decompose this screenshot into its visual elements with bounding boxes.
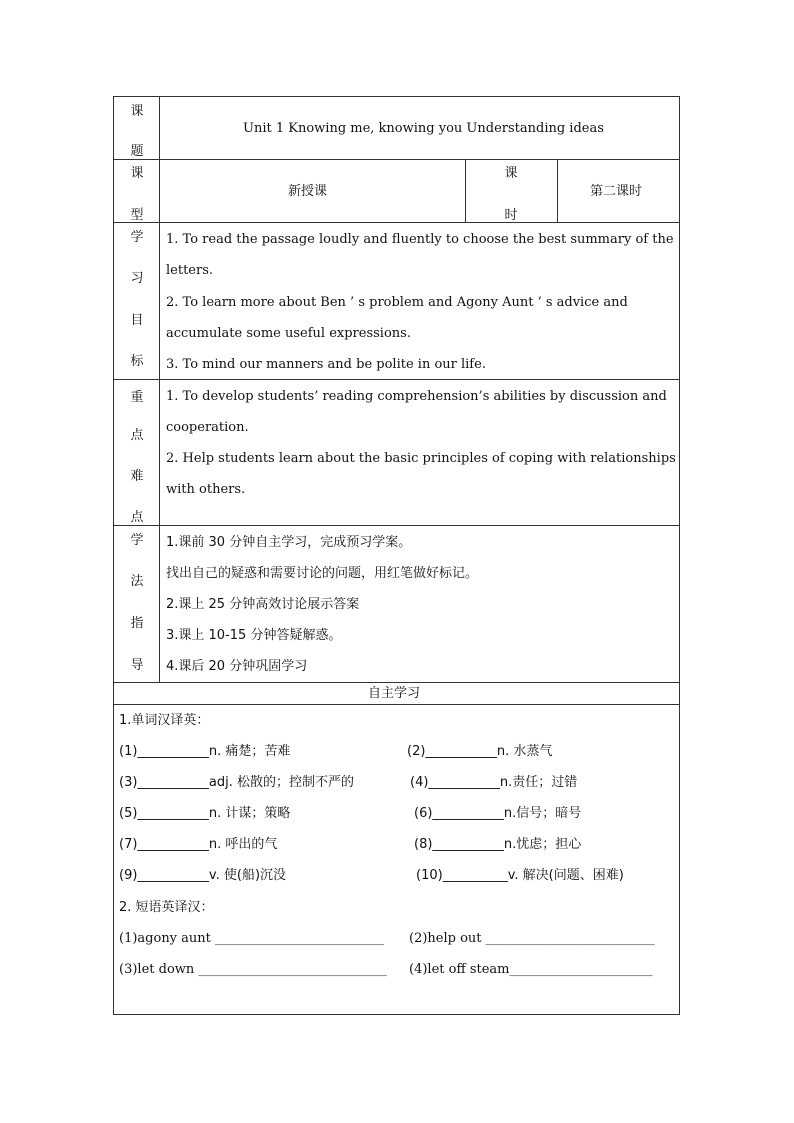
lesson-title: Unit 1 Knowing me, knowing you Understanding ideas: [243, 121, 604, 136]
keypoints-label-char: 难: [130, 469, 144, 484]
vocab-item: (6)___________n.信号；暗号: [414, 806, 582, 821]
vocab-item: (7)___________n. 呼出的气: [119, 837, 278, 852]
type-label-char: 课: [130, 166, 144, 181]
row-divider: [113, 704, 680, 705]
keypoint-line: 1. To develop students’ reading comprehension’s abilities by discussion and: [166, 389, 667, 404]
goals-label-char: 标: [130, 354, 144, 369]
method-line: 找出自己的疑惑和需要讨论的问题，用红笔做好标记。: [166, 566, 479, 581]
vocab-item: (3)___________adj. 松散的；控制不严的: [119, 775, 355, 790]
phrase-item: (2)help out __________________________: [409, 931, 655, 946]
period-value: 第二课时: [590, 184, 643, 199]
method-label-char: 学: [130, 533, 144, 548]
method-line: 4.课后 20 分钟巩固学习: [166, 659, 308, 674]
period-label-char: 课: [504, 166, 518, 181]
label-column-divider: [159, 96, 160, 682]
row-divider: [113, 222, 680, 223]
vocab-item: (5)___________n. 计谋；策略: [119, 806, 291, 821]
vocab-item: (2)___________n. 水蒸气: [407, 744, 553, 759]
lesson-type-value: 新授课: [288, 184, 328, 199]
type-label-char: 型: [130, 208, 144, 223]
goal-line: accumulate some useful expressions.: [166, 326, 411, 341]
goals-label-char: 学: [130, 230, 144, 245]
method-line: 2.课上 25 分钟高效讨论展示答案: [166, 597, 360, 612]
topic-label-char: 课: [130, 104, 144, 119]
keypoint-line: with others.: [166, 482, 246, 497]
row-divider: [113, 379, 680, 380]
row-divider: [113, 525, 680, 526]
self-study-heading: 自主学习: [368, 686, 421, 701]
keypoints-label-char: 重: [130, 390, 144, 405]
vocab-item: (9)___________v. 使(船)沉没: [119, 868, 287, 883]
method-label-char: 法: [130, 574, 144, 589]
column-divider: [557, 159, 558, 222]
method-line: 1.课前 30 分钟自主学习，完成预习学案。: [166, 535, 412, 550]
method-label-char: 指: [130, 616, 144, 631]
phrase-section-title: 2. 短语英译汉：: [119, 900, 214, 915]
method-line: 3.课上 10-15 分钟答疑解惑。: [166, 628, 342, 643]
vocab-section-title: 1.单词汉译英：: [119, 713, 210, 728]
goal-line: 1. To read the passage loudly and fluently to choose the best summary of the: [166, 232, 674, 247]
keypoints-label-char: 点: [130, 510, 144, 525]
period-label-char: 时: [504, 208, 518, 223]
goals-label-char: 习: [130, 271, 144, 286]
phrase-item: (3)let down _____________________________: [119, 962, 387, 977]
column-divider: [465, 159, 466, 222]
row-divider: [113, 682, 680, 683]
goal-line: letters.: [166, 263, 214, 278]
phrase-item: (4)let off steam______________________: [409, 962, 653, 977]
keypoints-label-char: 点: [130, 428, 144, 443]
vocab-item: (10)__________v. 解决(问题、困难): [416, 868, 624, 883]
goal-line: 2. To learn more about Ben ’ s problem and Agony Aunt ’ s advice and: [166, 295, 628, 310]
keypoint-line: 2. Help students learn about the basic principles of coping with relationships: [166, 451, 676, 466]
goal-line: 3. To mind our manners and be polite in our life.: [166, 357, 486, 372]
topic-label-char: 题: [130, 144, 144, 159]
goals-label-char: 目: [130, 313, 144, 328]
vocab-item: (1)___________n. 痛楚；苦难: [119, 744, 291, 759]
method-label-char: 导: [130, 658, 144, 673]
row-divider: [113, 159, 680, 160]
phrase-item: (1)agony aunt __________________________: [119, 931, 385, 946]
keypoint-line: cooperation.: [166, 420, 249, 435]
vocab-item: (4)___________n.责任；过错: [410, 775, 578, 790]
vocab-item: (8)___________n.忧虑；担心: [414, 837, 582, 852]
